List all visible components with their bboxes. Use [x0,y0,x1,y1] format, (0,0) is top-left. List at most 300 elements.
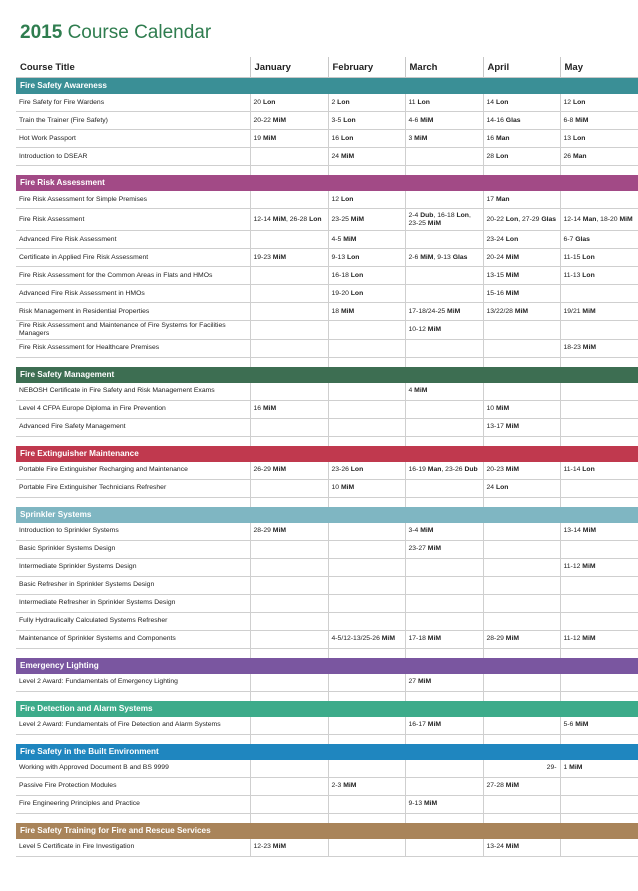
date-range: 24 [331,152,341,160]
date-cell [328,630,405,648]
date-cell [560,303,638,321]
section-header-cell [250,744,328,760]
location-code: Dub [420,211,434,219]
table-row [16,462,638,480]
date-range: 20-22 [253,116,273,124]
location-code: MiM [505,271,519,279]
section-title: Fire Detection and Alarm Systems [16,701,250,717]
date-cell [560,249,638,267]
date-cell [405,112,483,130]
spacer-cell [560,436,638,446]
date-cell [328,612,405,630]
date-cell [405,462,483,480]
date-cell [328,400,405,418]
location-code: MiM [505,423,519,431]
course-title-cell: Level 2 Award: Fundamentals of Emergency Lighting [16,674,250,692]
table-row [16,630,638,648]
date-range: 9-13 [331,253,347,261]
date-cell [483,285,560,303]
location-code: MiM [272,466,286,474]
course-title-cell: Fully Hydraulically Calculated Systems Refresher [16,612,250,630]
section-header-cell [328,744,405,760]
date-range: 28-29 [486,635,506,643]
date-range: 3-4 [408,527,421,535]
spacer-cell [483,734,560,744]
header-april: April [483,57,560,78]
section-header-row [16,78,638,95]
date-cell [250,576,328,594]
section-header-cell [405,446,483,462]
date-cell [405,209,483,231]
location-code: MiM [505,253,519,261]
date-range: 27 [408,678,418,686]
date-cell [405,321,483,340]
date-cell [405,576,483,594]
table-row [16,558,638,576]
date-cell [483,630,560,648]
date-range: 12 [563,98,573,106]
date-cell [328,717,405,735]
course-title-cell: Passive Fire Protection Modules [16,777,250,795]
date-cell [250,383,328,401]
section-header-cell [560,175,638,191]
date-cell [328,303,405,321]
section-header-row [16,701,638,717]
spacer-cell [483,813,560,823]
section-header-cell [483,446,560,462]
location-code: MiM [495,405,510,413]
table-row [16,321,638,340]
date-cell [560,795,638,813]
date-cell [483,267,560,285]
section-header-cell [483,175,560,191]
section-title: Fire Safety Awareness [16,78,250,95]
section-header-cell [250,507,328,523]
location-code: MiM [575,116,589,124]
course-title-cell: Intermediate Refresher in Sprinkler Systems Design [16,594,250,612]
date-cell [405,400,483,418]
date-cell [560,321,638,340]
date-range: 16-18 [331,271,351,279]
spacer-cell [16,734,250,744]
date-cell [483,321,560,340]
spacer-cell [328,691,405,701]
location-code: Glas [541,215,557,223]
date-cell [483,760,560,778]
spacer-row [16,166,638,176]
date-range: , 26-28 [286,215,310,223]
date-range: 4 [408,387,415,395]
spacer-cell [328,166,405,176]
date-range: 3-5 [331,116,344,124]
location-code: MiM [427,721,441,729]
date-cell [483,112,560,130]
date-range: 29- [546,764,557,772]
date-cell [483,191,560,209]
course-title-cell: Fire Risk Assessment for Simple Premises [16,191,250,209]
table-row [16,760,638,778]
date-cell [328,267,405,285]
location-code: MiM [272,253,286,261]
spacer-cell [16,436,250,446]
date-cell [250,130,328,148]
date-range: 23-26 [331,466,351,474]
date-range: 16 [253,405,263,413]
date-cell [405,674,483,692]
spacer-row [16,648,638,658]
spacer-cell [560,357,638,367]
date-cell [560,540,638,558]
location-code: Man [495,134,510,142]
location-code: MiM [414,134,428,142]
date-cell [328,339,405,357]
date-cell [250,717,328,735]
date-cell [250,594,328,612]
location-code: MiM [505,635,519,643]
location-code: Lon [582,271,595,279]
section-header-cell [328,367,405,383]
date-cell [328,191,405,209]
location-code: MiM [619,215,633,223]
course-title-cell: Risk Management in Residential Properties [16,303,250,321]
course-title-cell: NEBOSH Certificate in Fire Safety and Risk Management Exams [16,383,250,401]
date-cell [328,112,405,130]
date-cell [250,231,328,249]
location-code: Lon [495,484,509,492]
course-title-cell: Introduction to Sprinkler Systems [16,523,250,541]
section-title: Fire Safety Management [16,367,250,383]
table-row [16,231,638,249]
date-cell [328,777,405,795]
course-title-cell: Certificate in Applied Fire Risk Assessment [16,249,250,267]
course-title-cell: Fire Risk Assessment for Healthcare Premises [16,339,250,357]
date-cell [560,717,638,735]
date-cell [483,540,560,558]
date-range: 23-25 [331,215,351,223]
section-header-cell [328,823,405,839]
date-cell [328,523,405,541]
course-title-cell: Intermediate Sprinkler Systems Design [16,558,250,576]
spacer-cell [560,497,638,507]
section-header-cell [483,78,560,95]
course-title-cell: Level 5 Certificate in Fire Investigation [16,839,250,857]
location-code: MiM [343,782,357,790]
section-header-cell [405,658,483,674]
location-code: MiM [381,635,395,643]
date-range: 28 [486,152,496,160]
spacer-cell [405,497,483,507]
spacer-cell [405,166,483,176]
table-row [16,383,638,401]
section-header-cell [560,701,638,717]
spacer-row [16,436,638,446]
section-title: Fire Risk Assessment [16,175,250,191]
date-range: 2-4 [408,211,421,219]
date-cell [560,383,638,401]
date-range: 3 [408,134,415,142]
section-header-cell [405,744,483,760]
date-cell [250,462,328,480]
spacer-cell [405,357,483,367]
date-range: 20 [253,98,263,106]
date-cell [483,418,560,436]
spacer-row [16,734,638,744]
section-header-cell [483,701,560,717]
date-cell [560,191,638,209]
course-title-cell: Train the Trainer (Fire Safety) [16,112,250,130]
location-code: Lon [582,253,595,261]
section-header-cell [250,367,328,383]
location-code: MiM [505,843,519,851]
date-cell [250,94,328,112]
date-cell [328,674,405,692]
location-code: MiM [420,253,434,261]
section-header-cell [405,507,483,523]
date-range: 28-29 [253,527,273,535]
date-range: 11-15 [563,253,583,261]
date-range: , 27-29 [518,215,542,223]
date-cell [560,418,638,436]
date-range: , 23-26 [441,466,465,474]
date-cell [250,612,328,630]
table-row [16,717,638,735]
date-cell [405,285,483,303]
location-code: MiM [340,152,355,160]
date-cell [250,267,328,285]
header-february: February [328,57,405,78]
location-code: MiM [582,307,596,315]
spacer-cell [328,357,405,367]
table-row [16,249,638,267]
table-row [16,209,638,231]
spacer-cell [560,166,638,176]
spacer-cell [250,357,328,367]
title-year: 2015 [20,22,63,43]
section-header-row [16,823,638,839]
date-cell [328,839,405,857]
date-cell [250,285,328,303]
section-header-cell [250,78,328,95]
date-range: 11 [408,98,418,106]
date-cell [560,285,638,303]
date-cell [328,576,405,594]
date-cell [405,249,483,267]
date-range: 11-13 [563,271,583,279]
section-header-cell [560,823,638,839]
section-header-cell [328,446,405,462]
date-range: 6-7 [563,235,576,243]
date-cell [328,383,405,401]
course-title-cell: Portable Fire Extinguisher Technicians Refresher [16,479,250,497]
date-cell [560,94,638,112]
date-range: 24 [486,484,496,492]
date-cell [483,594,560,612]
date-cell [250,558,328,576]
location-code: MiM [424,800,438,808]
date-range: 14-16 [486,116,506,124]
title-text: Course Calendar [67,22,212,43]
section-title: Fire Extinguisher Maintenance [16,446,250,462]
course-title-cell: Advanced Fire Risk Assessment in HMOs [16,285,250,303]
date-cell [483,479,560,497]
date-range: 2-6 [408,253,421,261]
header-may: May [560,57,638,78]
date-cell [483,148,560,166]
section-header-cell [405,367,483,383]
date-cell [405,760,483,778]
date-cell [405,191,483,209]
location-code: Lon [417,98,430,106]
location-code: MiM [427,635,441,643]
spacer-cell [483,357,560,367]
section-header-cell [250,658,328,674]
location-code: Lon [340,195,354,203]
spacer-cell [16,357,250,367]
course-calendar-table [16,57,638,857]
location-code: Lon [350,466,364,474]
date-cell [483,612,560,630]
header-course-title: Course Title [16,57,250,78]
table-row [16,777,638,795]
spacer-cell [483,436,560,446]
table-row [16,303,638,321]
course-title-cell: Working with Approved Document B and BS 9999 [16,760,250,778]
location-code: Glas [575,235,590,243]
section-header-cell [328,175,405,191]
table-row [16,576,638,594]
date-cell [483,717,560,735]
date-cell [483,400,560,418]
table-row [16,479,638,497]
date-range: 23-24 [486,235,506,243]
location-code: Lon [347,253,360,261]
date-range: 10-12 [408,325,428,333]
spacer-cell [250,813,328,823]
section-header-cell [250,823,328,839]
location-code: Lon [572,98,586,106]
date-range: 18-23 [563,344,583,352]
section-header-row [16,367,638,383]
location-code: MiM [340,307,355,315]
spacer-cell [483,691,560,701]
location-code: MiM [350,215,364,223]
section-header-row [16,175,638,191]
date-cell [483,839,560,857]
section-header-row [16,446,638,462]
location-code: Lon [337,98,350,106]
table-row [16,148,638,166]
table-row [16,594,638,612]
location-code: Man [495,195,510,203]
date-cell [483,231,560,249]
date-cell [560,130,638,148]
date-cell [405,94,483,112]
section-title: Fire Safety in the Built Environment [16,744,250,760]
date-range: 4-5/12-13/25-26 [331,635,382,643]
date-range: 12-14 [563,215,583,223]
date-range: 13-17 [486,423,506,431]
date-cell [405,630,483,648]
date-cell [405,523,483,541]
date-cell [483,523,560,541]
date-cell [483,576,560,594]
date-cell [560,339,638,357]
date-cell [405,130,483,148]
table-row [16,191,638,209]
date-range: 13 [563,134,573,142]
location-code: MiM [272,527,286,535]
date-cell [560,148,638,166]
date-cell [560,612,638,630]
header-row [16,57,638,78]
table-row [16,540,638,558]
date-cell [328,558,405,576]
location-code: Lon [582,466,595,474]
date-cell [250,540,328,558]
date-cell [405,148,483,166]
table-row [16,267,638,285]
date-cell [328,594,405,612]
spacer-row [16,497,638,507]
date-range: 11-12 [563,563,583,571]
date-cell [250,191,328,209]
date-cell [560,576,638,594]
date-cell [405,558,483,576]
spacer-cell [405,734,483,744]
date-cell [405,612,483,630]
location-code: MiM [582,344,596,352]
spacer-cell [16,497,250,507]
section-header-cell [405,175,483,191]
date-range: 12 [331,195,341,203]
date-cell [560,479,638,497]
date-cell [560,209,638,231]
date-cell [250,795,328,813]
section-header-cell [405,78,483,95]
date-cell [250,209,328,231]
date-cell [560,462,638,480]
date-cell [405,231,483,249]
spacer-cell [405,648,483,658]
date-cell [405,540,483,558]
date-range: 9-13 [408,800,424,808]
date-range: , 23-25 [408,211,471,227]
location-code: Lon [343,116,356,124]
date-cell [560,400,638,418]
date-cell [560,558,638,576]
spacer-cell [483,648,560,658]
section-header-row [16,658,638,674]
table-row [16,285,638,303]
section-title: Sprinkler Systems [16,507,250,523]
course-title-cell: Fire Engineering Principles and Practice [16,795,250,813]
date-range: 14 [486,98,496,106]
spacer-cell [250,497,328,507]
date-range: 16 [331,134,341,142]
spacer-cell [328,436,405,446]
date-range: 26-29 [253,466,273,474]
date-range: 20-22 [486,215,506,223]
table-row [16,674,638,692]
date-cell [560,594,638,612]
location-code: Lon [262,98,276,106]
date-cell [328,321,405,340]
date-cell [560,112,638,130]
date-cell [328,249,405,267]
date-range: 17 [486,195,496,203]
date-cell [250,339,328,357]
date-cell [483,674,560,692]
